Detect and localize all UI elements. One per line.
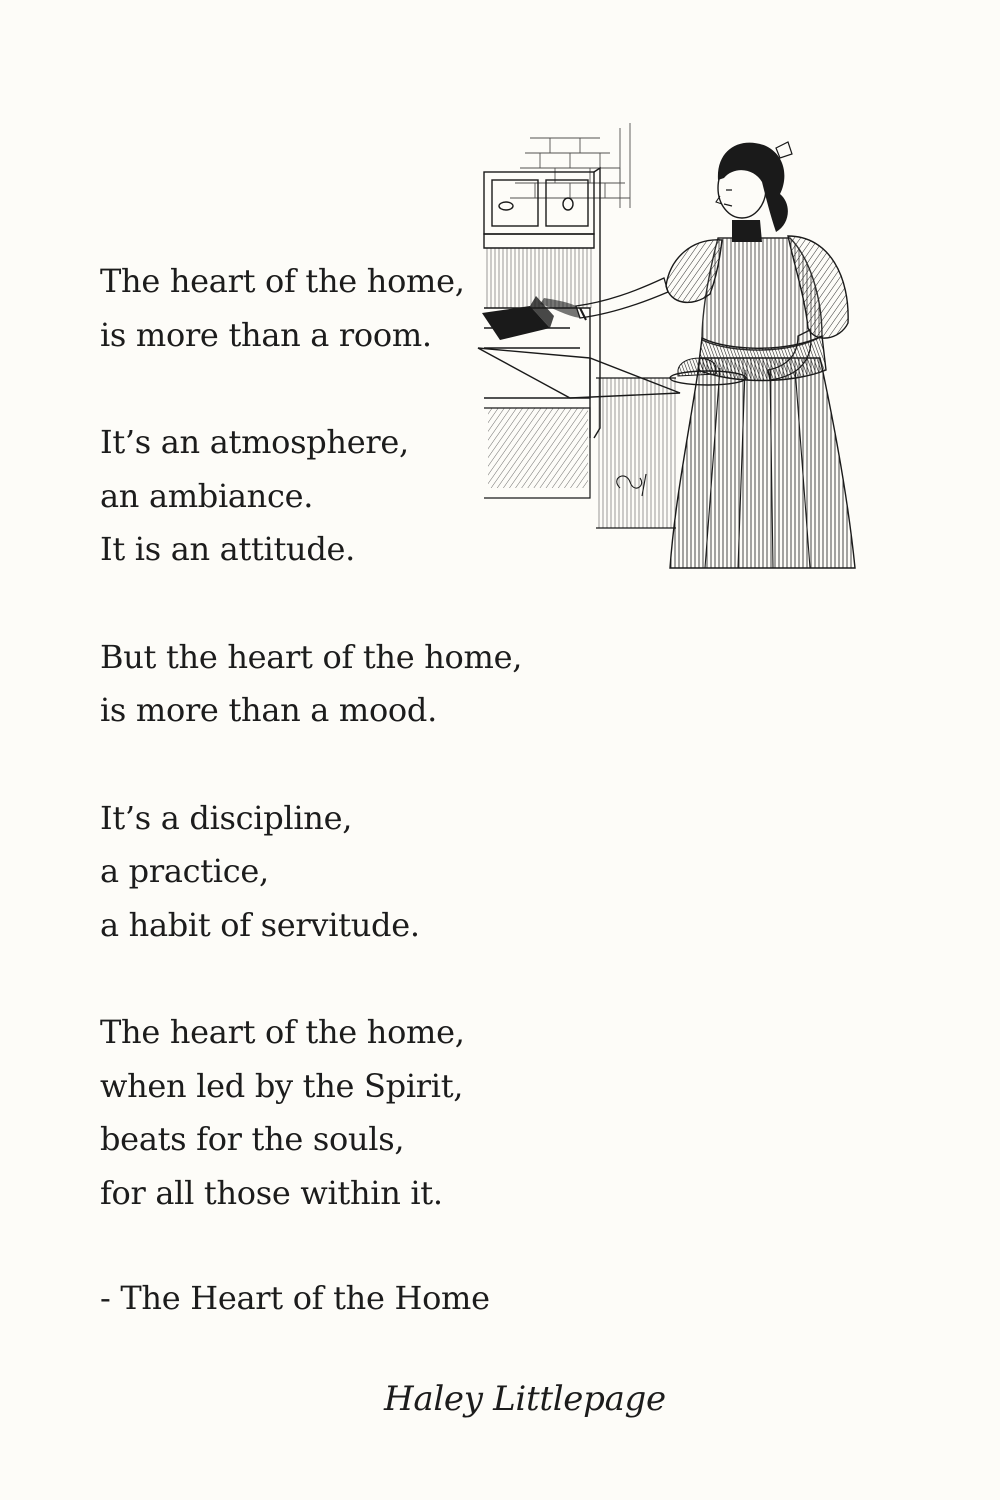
- poem-line: when led by the Spirit,: [100, 1066, 464, 1105]
- poem-line: is more than a mood.: [100, 691, 437, 729]
- poem-line: It is an attitude.: [100, 530, 356, 568]
- poem-title-line: - The Heart of the Home: [100, 1279, 490, 1317]
- poem-line: a practice,: [100, 852, 269, 890]
- author-signature: Haley Littlepage: [384, 1379, 666, 1419]
- poem-line: It’s a discipline,: [100, 798, 353, 837]
- poem-line: It’s an atmosphere,: [100, 423, 409, 461]
- poem-line: beats for the souls,: [100, 1120, 405, 1158]
- poem-line: The heart of the home,: [100, 262, 465, 300]
- stanza-3: [100, 631, 660, 738]
- woman-at-oven-engraving-icon: [470, 108, 900, 578]
- poem-line: a habit of servitude.: [100, 905, 420, 944]
- stanza-4: [100, 792, 660, 953]
- poem-line: for all those within it.: [100, 1173, 443, 1212]
- stanza-5: [100, 1006, 660, 1220]
- poem-line: The heart of the home,: [100, 1013, 465, 1051]
- poem-line: is more than a room.: [100, 315, 432, 354]
- poem-line: But the heart of the home,: [100, 637, 523, 676]
- poem-line: an ambiance.: [100, 476, 314, 515]
